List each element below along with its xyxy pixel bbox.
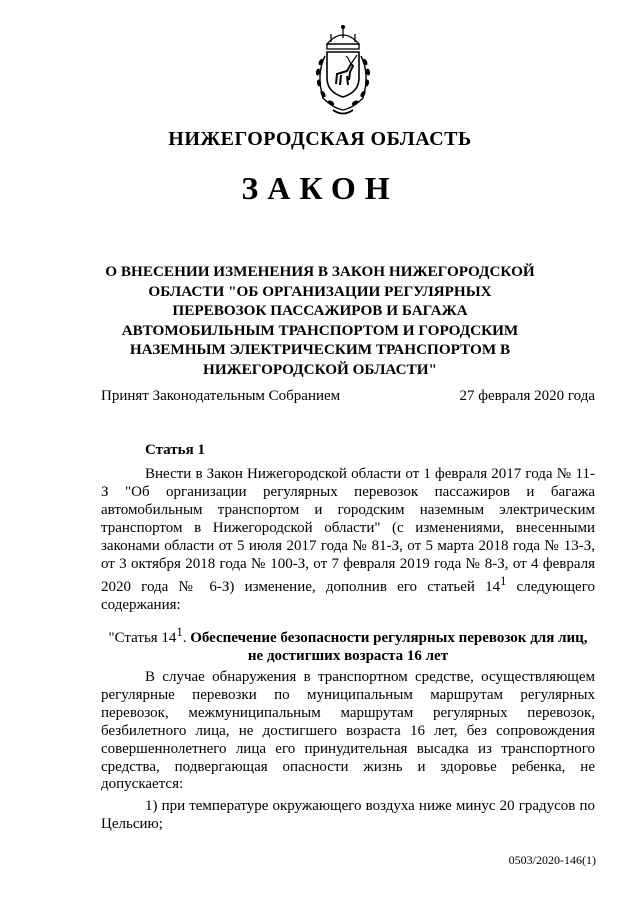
adoption-line — [101, 388, 595, 405]
new-article-prefix: "Статья 14 — [108, 630, 177, 646]
new-article-title: Обеспечение безопасности регулярных перевозок для лиц, не достигших возраста 16 лет — [190, 630, 588, 664]
adoption-date: 27 февраля 2020 года — [459, 388, 595, 404]
new-article-heading — [101, 624, 595, 666]
region-name: НИЖЕГОРОДСКАЯ ОБЛАСТЬ — [168, 128, 472, 150]
new-article-dot: . — [182, 630, 187, 646]
paragraph-text-end: следующего содержания: — [101, 579, 595, 614]
law-title: О ВНЕСЕНИИ ИЗМЕНЕНИЯ В ЗАКОН НИЖЕГОРОДСКОЙ ОБЛАСТИ "ОБ ОРГАНИЗАЦИИ РЕГУЛЯРНЫХ ПЕРЕВОЗОК ПАССАЖИРОВ И БАГАЖА АВТОМОБИЛЬНЫМ ТРАНСПОРТОМ И ГОРОДСКИМ НАЗЕМНЫМ ЭЛЕКТРИЧЕСКИМ ТРАНСПОРТОМ В НИЖЕГОРОДСКОЙ ОБЛАСТИ" — [105, 263, 535, 378]
article-heading: Статья 1 — [145, 442, 205, 458]
article-paragraph — [101, 466, 595, 615]
superscript: 1 — [500, 574, 507, 589]
coat-of-arms-icon — [303, 22, 383, 122]
new-article-sup: 1 — [176, 625, 183, 639]
adopted-by: Принят Законодательным Собранием — [101, 388, 341, 404]
list-item: 1) при температуре окружающего воздуха ниже минус 20 градусов по Цельсию; — [101, 798, 595, 832]
paragraph-text: Внести в Закон Нижегородской области от 1 февраля 2017 года № 11-З "Об организации регулярных перевозок пассажиров и багажа автомобильным транспортом и городским наземным электрическим транспортом в Нижегородской области" (с изменениями, внесенными законами области от 5 июля 2017 года № 81-З, от 5 марта 2018 года № 13-З, от 3 октября 2018 года № 100-З, от 7 февраля 2019 года № 8-З, от 4 февраля 2020 года № 6-З) изменение, дополнив его статьей 14 — [101, 466, 595, 596]
body-paragraph: В случае обнаружения в транспортном средстве, осуществляющем регулярные перевозки по муниципальным маршрутам регулярных перевозок, межмуниципальным маршрутам регулярных перевозок, безбилетного лица, не достигшего возраста 16 лет, без сопровождения совершеннолетнего лица его принудительная высадка из транспортного средства, подвергающая опасности жизнь и здоровье ребенка, не допускается: — [101, 669, 595, 793]
document-code: 0503/2020-146(1) — [508, 853, 596, 867]
document-type: ЗАКОН — [241, 170, 399, 206]
